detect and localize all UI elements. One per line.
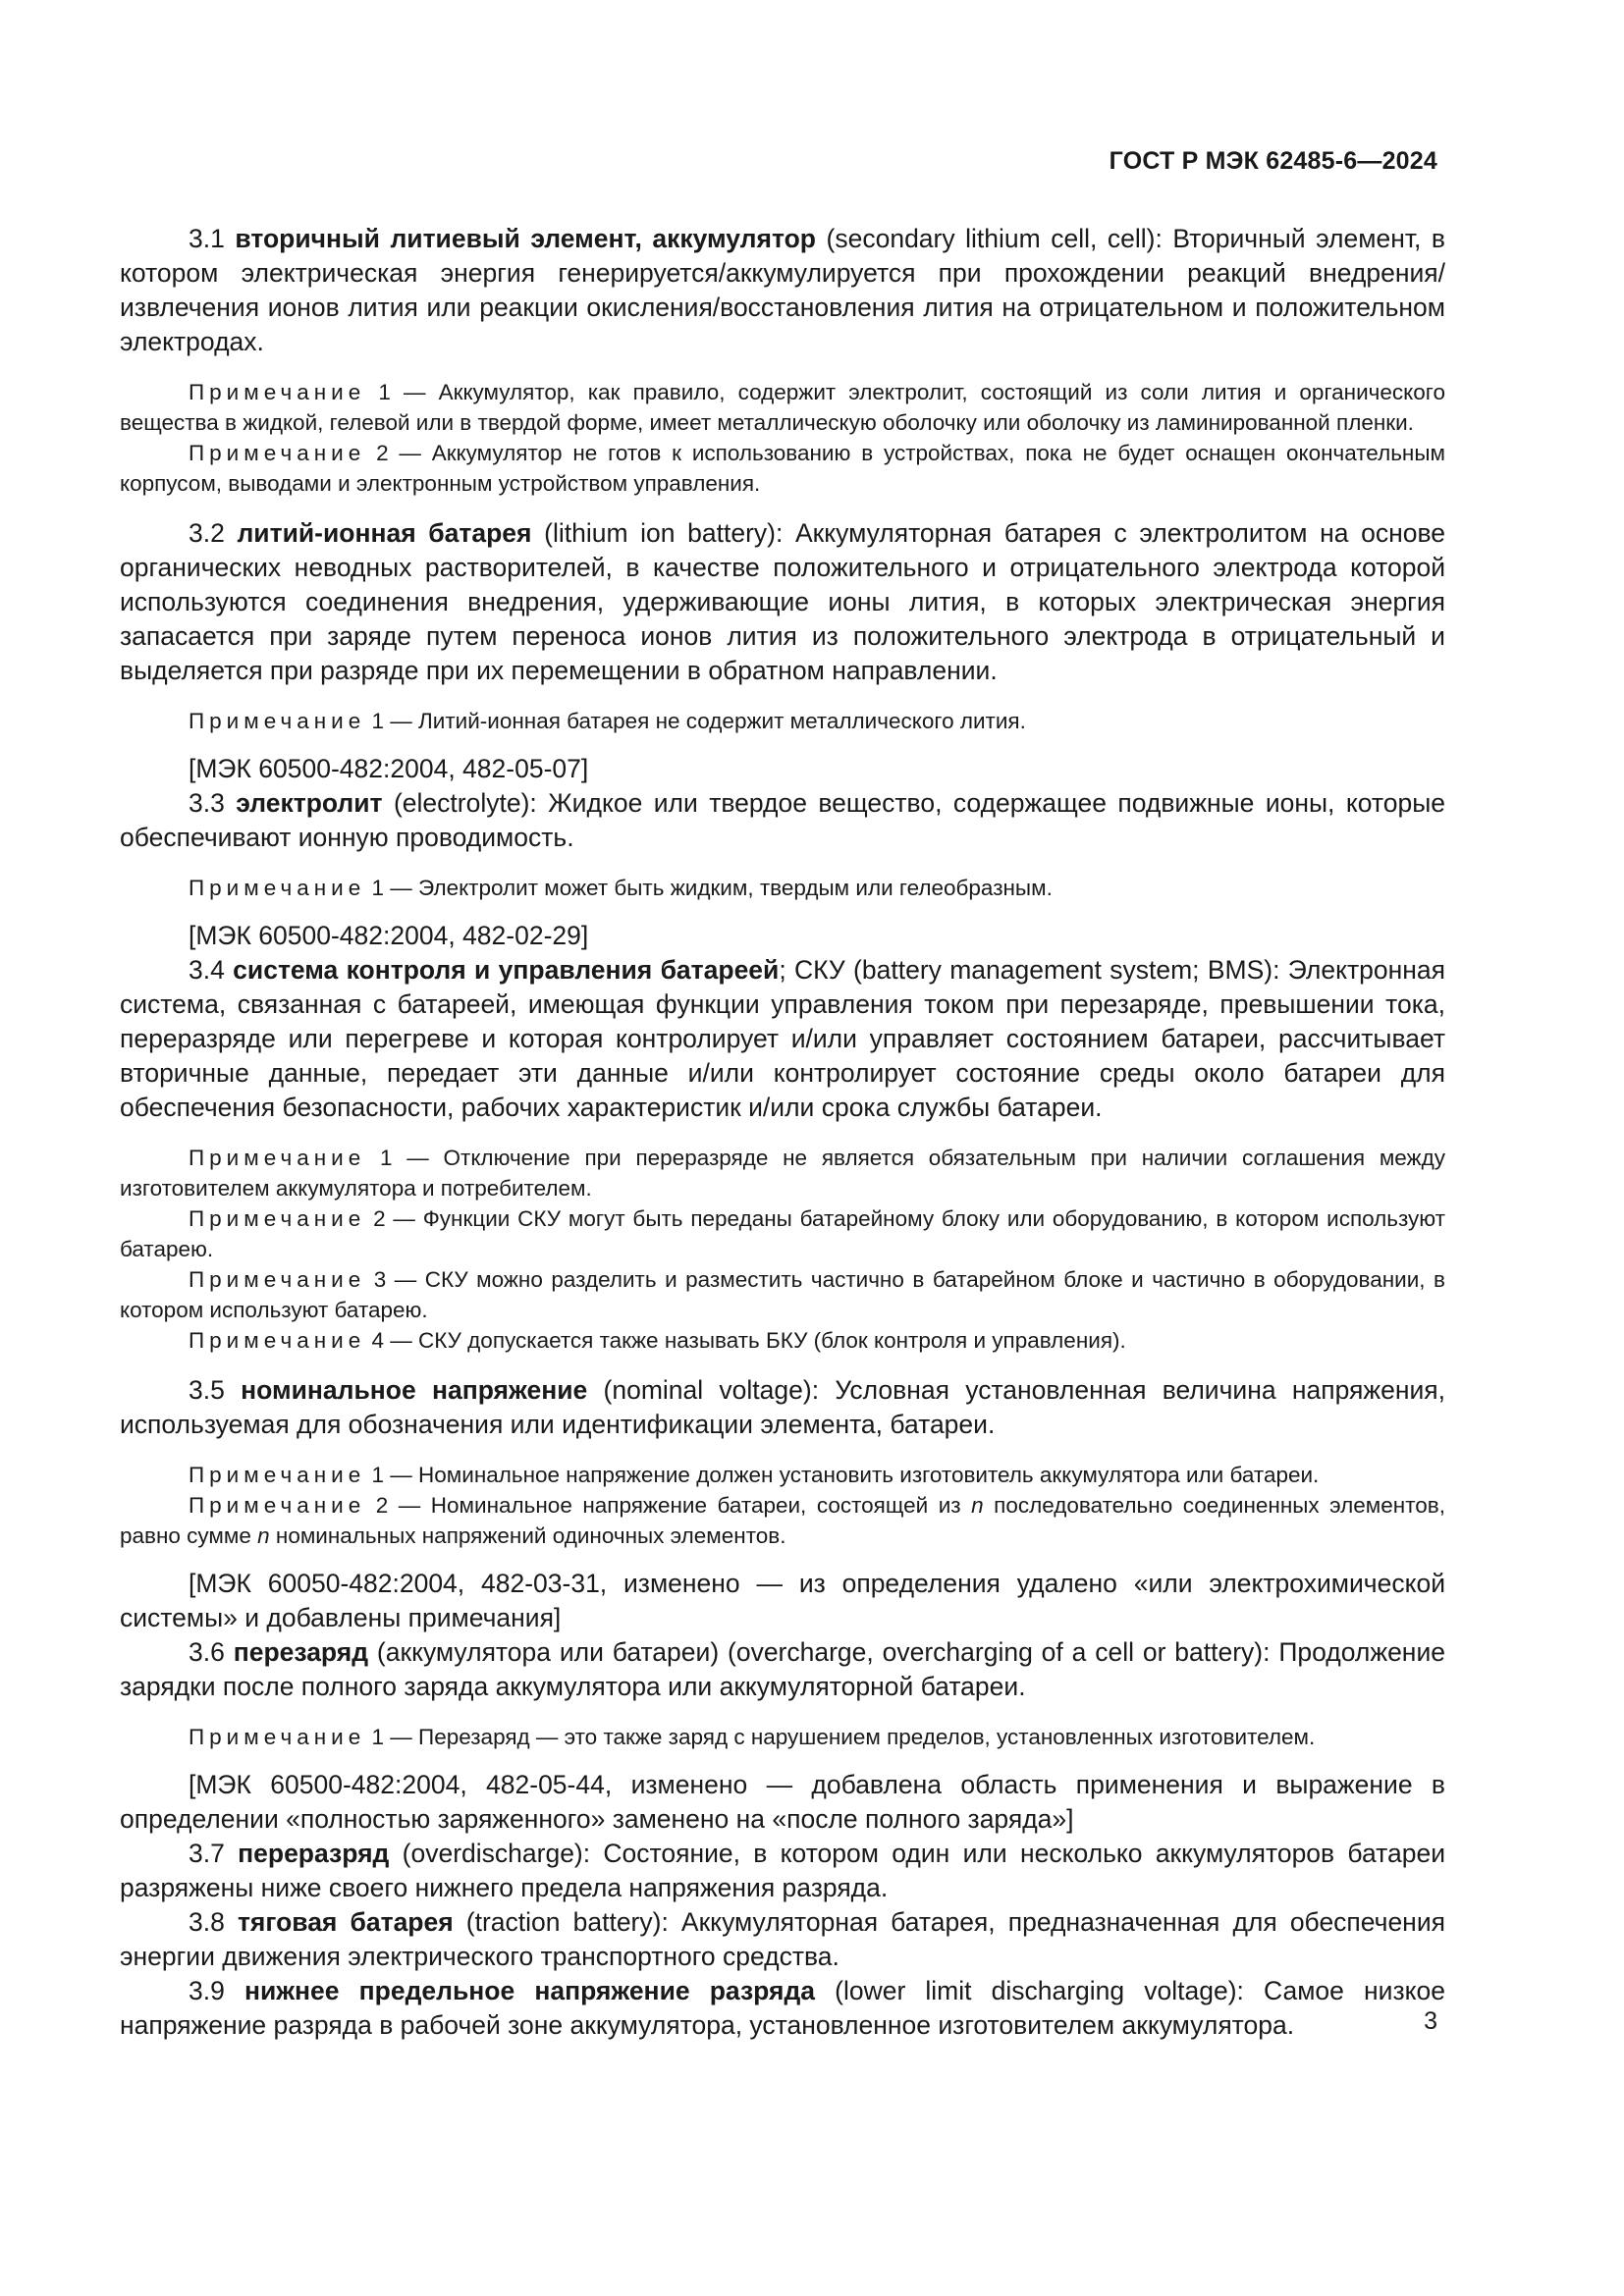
page-number: 3 — [1424, 2007, 1437, 2035]
term-3-3: 3.3 электролит (electrolyte): Жидкое или твердое вещество, содержащее подвижные ионы, которые обеспечивают ионную проводимость. — [120, 788, 1445, 852]
term-3-5: 3.5 номинальное напряжение (nominal voltage): Условная установленная величина напряжения, используемая для обозначения или идентификации элемента, батареи. — [120, 1375, 1445, 1439]
note-3-5-1: Примечание 1 — Номинальное напряжение должен установить изготовитель аккумулятора или батареи. — [189, 1463, 1320, 1487]
note-3-1-2: Примечание 2 — Аккумулятор не готов к использованию в устройствах, пока не будет оснащен окончательным корпусом, выводами и электронным устройством управления. — [120, 441, 1445, 496]
note-3-5-2: Примечание 2 — Номинальное напряжение батареи, состоящей из n последовательно соединенных элементов, равно сумме n номинальных напряжений одиночных элементов. — [120, 1493, 1445, 1548]
document-id: ГОСТ Р МЭК 62485-6—2024 — [1109, 147, 1437, 175]
term-title: переразряд — [238, 1839, 390, 1868]
note-3-2-1: Примечание 1 — Литий-ионная батарея не содержит металлического лития. — [189, 709, 1026, 733]
note-3-4-1: Примечание 1 — Отключение при переразряде не является обязательным при наличии соглашения между изготовителем аккумулятора и потребителем. — [120, 1146, 1445, 1201]
term-3-8: 3.8 тяговая батарея (traction battery): Аккумуляторная батарея, предназначенная для обеспечения энергии движения электрического транспортного средства. — [120, 1907, 1445, 1971]
note-3-6-1: Примечание 1 — Перезаряд — это также заряд с нарушением пределов, установленных изготовителем. — [189, 1725, 1316, 1749]
reference-3-3: [МЭК 60500-482:2004, 482-02-29] — [189, 921, 589, 950]
reference-3-2: [МЭК 60500-482:2004, 482-05-07] — [189, 754, 589, 783]
note-3-4-4: Примечание 4 — СКУ допускается также называть БКУ (блок контроля и управления). — [189, 1328, 1126, 1353]
term-title: вторичный литиевый элемент, аккумулятор — [235, 224, 816, 253]
term-title: система контроля и управления батареей — [233, 955, 780, 985]
document-body — [120, 222, 1445, 2043]
note-3-3-1: Примечание 1 — Электролит может быть жидким, твердым или гелеобразным. — [189, 876, 1053, 900]
reference-3-5: [МЭК 60050-482:2004, 482-03-31, изменено — из определения удалено «или электрохимической системы» и добавлены примечания] — [120, 1569, 1445, 1632]
term-3-6: 3.6 перезаряд (аккумулятора или батареи) (overcharge, overcharging of a cell or battery): Продолжение зарядки после полного заряда аккумулятора или аккумуляторной батареи. — [120, 1637, 1445, 1701]
note-3-4-3: Примечание 3 — СКУ можно разделить и разместить частично в батарейном блоке и частично в оборудовании, в котором используют батарею. — [120, 1267, 1445, 1322]
term-3-9: 3.9 нижнее предельное напряжение разряда (lower limit discharging voltage): Самое низкое напряжение разряда в рабочей зоне аккумулятора, установленное изготовителем аккумулятора. — [120, 1976, 1445, 2040]
term-3-1: 3.1 вторичный литиевый элемент, аккумулятор (secondary lithium cell, cell): Вторичный элемент, в котором электрическая энергия генерируется/аккумулируется при прохождении реакций внедрения/извлечения ионов лития или реакции окисления/восстановления лития на отрицательном и положительном электродах. — [120, 224, 1445, 356]
term-title: перезаряд — [233, 1637, 369, 1667]
note-3-4-2: Примечание 2 — Функции СКУ могут быть переданы батарейному блоку или оборудованию, в котором используют батарею. — [120, 1206, 1445, 1261]
note-3-1-1: Примечание 1 — Аккумулятор, как правило, содержит электролит, состоящий из соли лития и органического вещества в жидкой, гелевой или в твердой форме, имеет металлическую оболочку или оболочку из ламинированной пленки. — [120, 380, 1445, 435]
term-title: электролит — [236, 788, 383, 818]
term-3-7: 3.7 переразряд (overdischarge): Состояние, в котором один или несколько аккумуляторов батареи разряжены ниже своего нижнего предела напряжения разряда. — [120, 1839, 1445, 1902]
term-3-2: 3.2 литий-ионная батарея (lithium ion battery): Аккумуляторная батарея с электролитом на основе органических неводных растворителей, в качестве положительного и отрицательного электрода которой используются соединения внедрения, удерживающие ионы лития, в которых электрическая энергия запасается при заряде путем переноса ионов лития из положительного электрода в отрицательный и выделяется при разряде при их перемещении в обратном направлении. — [120, 518, 1445, 685]
term-3-4: 3.4 система контроля и управления батареей; СКУ (battery management system; BMS): Электронная система, связанная с батареей, имеющая функции управления током при перезаряде, превышении тока, переразряде или перегреве и которая контролирует и/или управляет состоянием батареи, рассчитывает вторичные данные, передает эти данные и/или контролирует состояние среды около батареи для обеспечения безопасности, рабочих характеристик и/или срока службы батареи. — [120, 955, 1445, 1122]
reference-3-6: [МЭК 60500-482:2004, 482-05-44, изменено — добавлена область применения и выражение в определении «полностью заряженного» заменено на «после полного заряда»] — [120, 1770, 1445, 1834]
term-title: нижнее предельное напряжение разряда — [244, 1976, 815, 2005]
term-title: тяговая батарея — [237, 1907, 454, 1937]
term-title: номинальное напряжение — [241, 1375, 588, 1405]
term-title: литий-ионная батарея — [237, 518, 532, 548]
